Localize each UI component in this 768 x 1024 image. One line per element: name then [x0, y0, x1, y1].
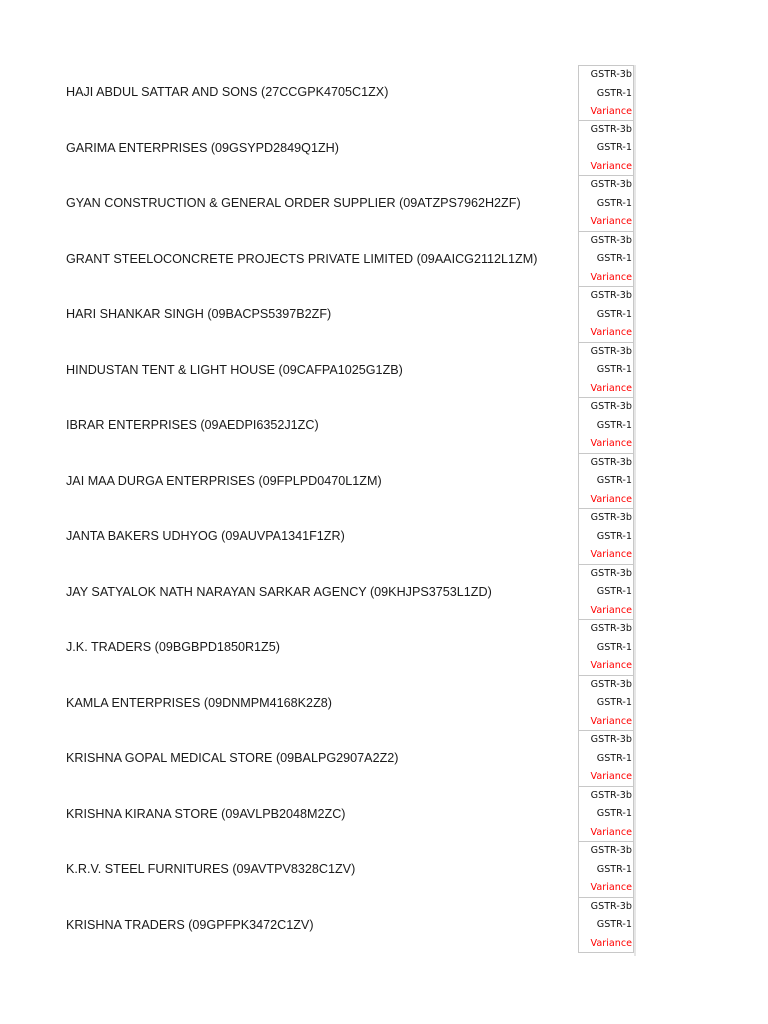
- gstr3b-label: GSTR-3b: [590, 567, 632, 579]
- return-type-labels: [578, 232, 634, 288]
- gstr1-label: GSTR-1: [596, 308, 632, 320]
- gstr3b-label: GSTR-3b: [590, 678, 632, 690]
- gstr1-label: GSTR-1: [596, 419, 632, 431]
- variance-label: Variance: [590, 549, 632, 560]
- party-row: [0, 509, 768, 565]
- party-row: [0, 398, 768, 454]
- variance-label: Variance: [590, 106, 632, 117]
- party-row: [0, 65, 768, 121]
- gstr3b-label: GSTR-3b: [590, 789, 632, 801]
- party-name: JANTA BAKERS UDHYOG (09AUVPA1341F1ZR): [66, 529, 345, 543]
- variance-label: Variance: [590, 882, 632, 893]
- return-type-labels: [578, 898, 634, 954]
- party-name: KRISHNA KIRANA STORE (09AVLPB2048M2ZC): [66, 806, 346, 821]
- party-name: HARI SHANKAR SINGH (09BACPS5397B2ZF): [66, 307, 332, 321]
- party-name: GARIMA ENTERPRISES (09GSYPD2849Q1ZH): [66, 140, 339, 155]
- gst-reconciliation-sheet: [0, 65, 768, 953]
- party-name: K.R.V. STEEL FURNITURES (09AVTPV8328C1ZV): [66, 862, 356, 876]
- variance-label: Variance: [590, 271, 632, 283]
- gstr1-label: GSTR-1: [596, 253, 632, 264]
- party-row: [0, 565, 768, 621]
- gstr1-label: GSTR-1: [596, 808, 632, 819]
- party-row: [0, 620, 768, 676]
- party-row: [0, 842, 768, 898]
- party-name: GYAN CONSTRUCTION & GENERAL ORDER SUPPLIER (09ATZPS7962H2ZF): [66, 196, 521, 210]
- party-name: KRISHNA TRADERS (09GPFPK3472C1ZV): [66, 917, 314, 932]
- party-row: [0, 121, 768, 177]
- party-name: KAMLA ENTERPRISES (09DNMPM4168K2Z8): [66, 695, 332, 710]
- gstr3b-label: GSTR-3b: [590, 345, 632, 357]
- party-row: [0, 787, 768, 843]
- party-name: HAJI ABDUL SATTAR AND SONS (27CCGPK4705C1ZX): [66, 85, 389, 99]
- return-type-labels: [578, 454, 634, 510]
- gstr3b-label: GSTR-3b: [590, 900, 632, 912]
- gstr1-label: GSTR-1: [596, 752, 632, 764]
- gstr3b-label: GSTR-3b: [590, 234, 632, 246]
- return-type-labels: [578, 731, 634, 787]
- return-type-labels: [578, 121, 634, 177]
- variance-label: Variance: [590, 216, 632, 227]
- variance-label: Variance: [590, 438, 632, 449]
- gstr1-label: GSTR-1: [596, 475, 632, 486]
- gstr3b-label: GSTR-3b: [590, 401, 632, 412]
- gstr1-label: GSTR-1: [596, 142, 632, 153]
- gstr1-label: GSTR-1: [596, 697, 632, 708]
- party-row: [0, 176, 768, 232]
- gstr3b-label: GSTR-3b: [590, 179, 632, 190]
- return-type-labels: [578, 787, 634, 843]
- return-type-labels: [578, 676, 634, 732]
- party-name: HINDUSTAN TENT & LIGHT HOUSE (09CAFPA1025G1ZB): [66, 362, 403, 377]
- gstr3b-label: GSTR-3b: [590, 623, 632, 634]
- gstr1-label: GSTR-1: [596, 919, 632, 930]
- party-row: [0, 343, 768, 399]
- party-name: KRISHNA GOPAL MEDICAL STORE (09BALPG2907A2Z2): [66, 751, 399, 765]
- return-type-labels: [578, 842, 634, 898]
- gstr3b-label: GSTR-3b: [590, 512, 632, 523]
- return-type-labels: [578, 565, 634, 621]
- return-type-labels: [578, 176, 634, 232]
- party-name: IBRAR ENTERPRISES (09AEDPI6352J1ZC): [66, 418, 319, 432]
- gstr3b-label: GSTR-3b: [590, 845, 632, 856]
- gstr3b-label: GSTR-3b: [590, 734, 632, 745]
- gstr1-label: GSTR-1: [596, 641, 632, 653]
- return-type-labels: [578, 509, 634, 565]
- variance-label: Variance: [590, 604, 632, 616]
- return-type-labels: [578, 620, 634, 676]
- gstr3b-label: GSTR-3b: [590, 290, 632, 301]
- gstr1-label: GSTR-1: [596, 197, 632, 209]
- variance-label: Variance: [590, 715, 632, 727]
- gstr1-label: GSTR-1: [596, 863, 632, 875]
- party-row: [0, 731, 768, 787]
- party-name: J.K. TRADERS (09BGBPD1850R1Z5): [66, 640, 280, 654]
- party-name: JAI MAA DURGA ENTERPRISES (09FPLPD0470L1ZM): [66, 473, 382, 488]
- return-type-labels: [578, 398, 634, 454]
- variance-label: Variance: [590, 160, 632, 172]
- gstr1-label: GSTR-1: [596, 586, 632, 597]
- party-row: [0, 676, 768, 732]
- gstr1-label: GSTR-1: [596, 87, 632, 99]
- gstr3b-label: GSTR-3b: [590, 69, 632, 80]
- variance-label: Variance: [590, 771, 632, 782]
- variance-label: Variance: [590, 826, 632, 838]
- party-row: [0, 232, 768, 288]
- party-row: [0, 898, 768, 954]
- return-type-labels: [578, 287, 634, 343]
- variance-label: Variance: [590, 493, 632, 505]
- gstr3b-label: GSTR-3b: [590, 456, 632, 468]
- variance-label: Variance: [590, 327, 632, 338]
- gstr1-label: GSTR-1: [596, 364, 632, 375]
- return-type-labels: [578, 65, 634, 121]
- party-row: [0, 454, 768, 510]
- party-name: GRANT STEELOCONCRETE PROJECTS PRIVATE LIMITED (09AAICG2112L1ZM): [66, 251, 538, 266]
- variance-label: Variance: [590, 937, 632, 949]
- gstr1-label: GSTR-1: [596, 530, 632, 542]
- return-type-labels: [578, 343, 634, 399]
- party-row: [0, 287, 768, 343]
- variance-label: Variance: [590, 382, 632, 394]
- gstr3b-label: GSTR-3b: [590, 123, 632, 135]
- party-name: JAY SATYALOK NATH NARAYAN SARKAR AGENCY (09KHJPS3753L1ZD): [66, 584, 492, 599]
- variance-label: Variance: [590, 660, 632, 671]
